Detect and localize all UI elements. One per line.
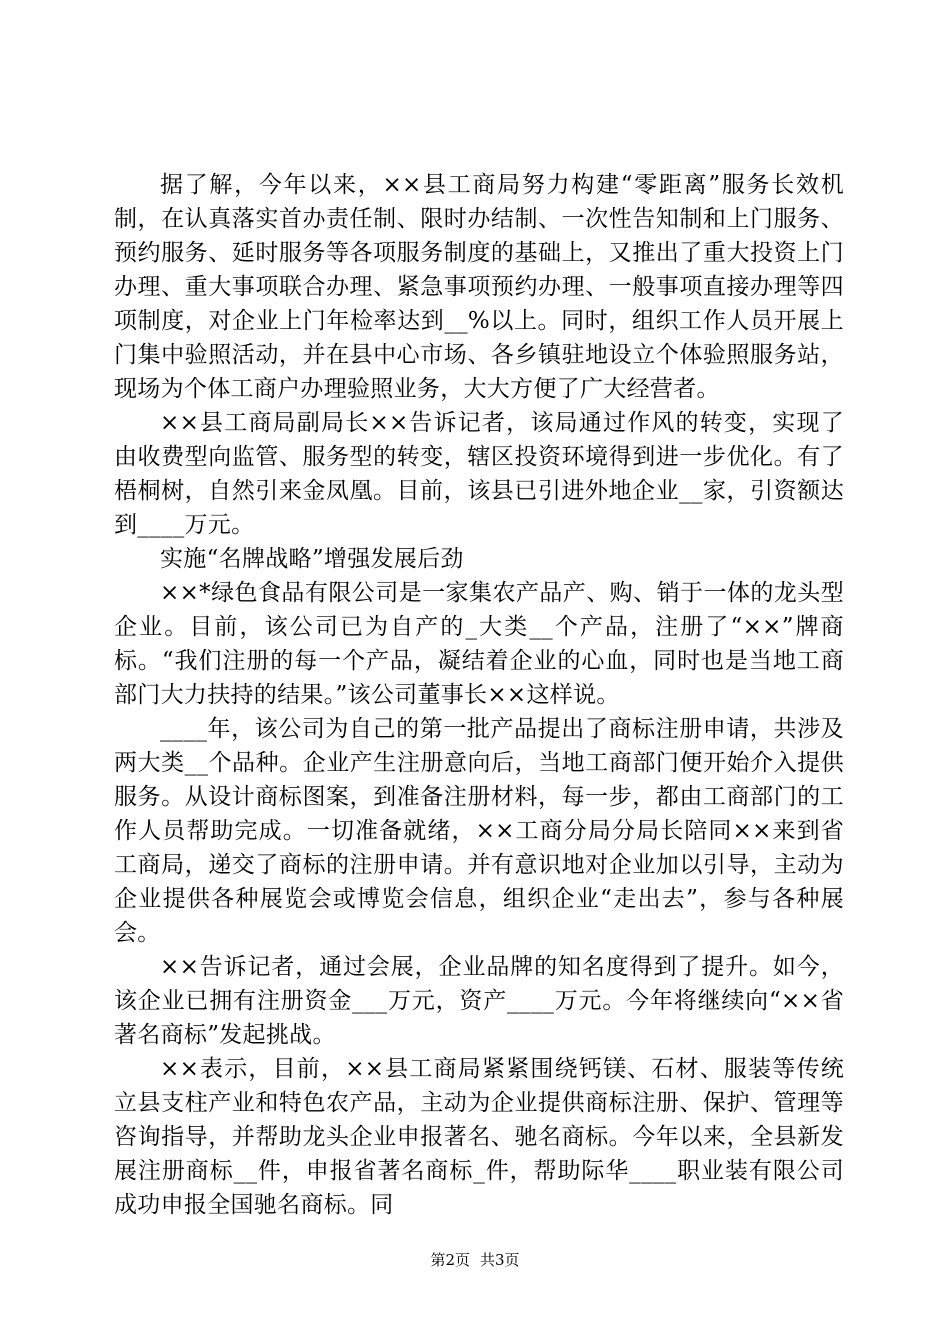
paragraph-deputy-director: ××县工商局副局长××告诉记者，该局通过作风的转变，实现了由收费型向监管、服务型的转变，辖区投资环境得到进一步优化。有了梧桐树，自然引来金凤凰。目前，该县已引进外地企业__家，引资额达到____万元。 [114,410,844,538]
page-total: 共3页 [480,1251,520,1269]
paragraph-trademark-application: ____年，该公司为自己的第一批产品提出了商标注册申请，共涉及两大类__个品种。企业产生注册意向后，当地工商部门便开始介入提供服务。从设计商标图案，到准备注册材料，每一步，都由工商部门的工作人员帮助完成。一切准备就绪，××工商分局分局长陪同××来到省工商局，递交了商标的注册申请。并有意识地对企业加以引导，主动为企业提供各种展览会或博览会信息，组织企业“走出去”，参与各种展会。 [114,716,844,946]
paragraph-green-food-company: ××*绿色食品有限公司是一家集农产品产、购、销于一体的龙头型企业。目前，该公司已为自产的_大类__个产品，注册了“××”牌商标。“我们注册的每一个产品，凝结着企业的心血，同时也是当地工商部门大力扶持的结果。”该公司董事长××这样说。 [114,580,844,708]
paragraph-county-industry: ××表示，目前，××县工商局紧紧围绕钙镁、石材、服装等传统立县支柱产业和特色农产品，主动为企业提供商标注册、保护、管理等咨询指导，并帮助龙头企业申报著名、驰名商标。今年以来，全县新发展注册商标__件，申报省著名商标_件，帮助际华____职业装有限公司成功申报全国驰名商标。同 [114,1056,844,1218]
paragraph-exhibition: ××告诉记者，通过会展，企业品牌的知名度得到了提升。如今，该企业已拥有注册资金___万元，资产____万元。今年将继续向“××省著名商标”发起挑战。 [114,954,844,1048]
page-number: 第2页 [430,1251,470,1269]
section-heading-brand-strategy: 实施“名牌战略”增强发展后劲 [160,546,464,572]
document-body [114,168,844,1222]
paragraph-service-mechanism: 据了解，今年以来，××县工商局努力构建“零距离”服务长效机制，在认真落实首办责任制、限时办结制、一次性告知制和上门服务、预约服务、延时服务等各项服务制度的基础上，又推出了重大投资上门办理、重大事项联合办理、紧急事项预约办理、一般事项直接办理等四项制度，对企业上门年检率达到__%以上。同时，组织工作人员开展上门集中验照活动，并在县中心市场、各乡镇驻地设立个体验照服务站，现场为个体工商户办理验照业务，大大方便了广大经营者。 [114,172,844,402]
page-footer [0,1250,950,1270]
